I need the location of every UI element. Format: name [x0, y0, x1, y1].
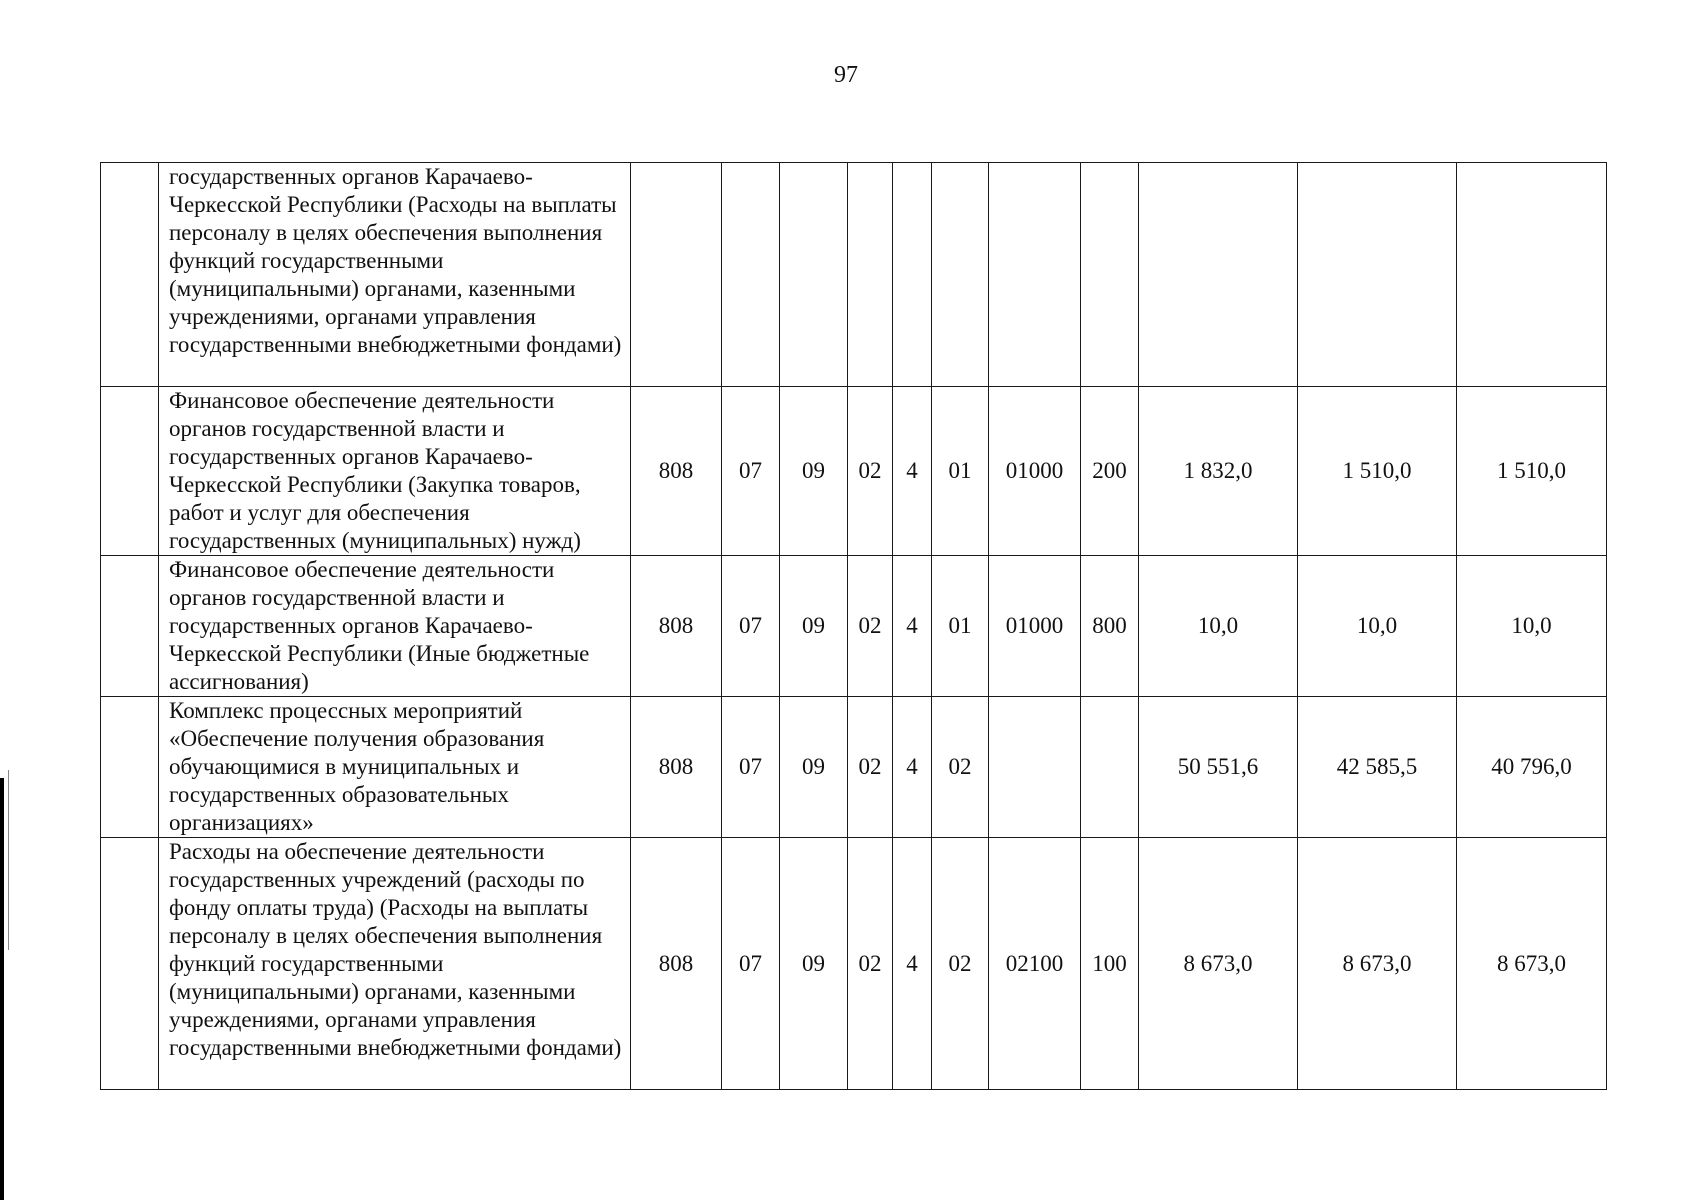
- type-code-cell: 4: [893, 697, 932, 838]
- sum-1-cell: 50 551,6: [1139, 697, 1298, 838]
- program-code-cell: [848, 163, 893, 387]
- sum-1-cell: 1 832,0: [1139, 387, 1298, 556]
- type-code-cell: 4: [893, 387, 932, 556]
- expense-type-code-cell: 200: [1081, 387, 1139, 556]
- table-row: [101, 163, 1607, 387]
- sum-1-cell: 10,0: [1139, 556, 1298, 697]
- row-number-cell: [101, 697, 159, 838]
- description-cell: Комплекс процессных мероприятий «Обеспечение получения образования обучающимися в муниципальных и государственных образовательных организациях»: [159, 697, 631, 838]
- expense-type-code-cell: 100: [1081, 838, 1139, 1090]
- expense-type-code-cell: 800: [1081, 556, 1139, 697]
- sum-3-cell: 1 510,0: [1457, 387, 1607, 556]
- table-row: [101, 556, 1607, 697]
- program-code-cell: 02: [848, 838, 893, 1090]
- program-code-cell: 02: [848, 556, 893, 697]
- ministry-code-cell: 808: [631, 387, 722, 556]
- page-number: 97: [834, 62, 858, 88]
- subprogram-code-cell: [932, 163, 989, 387]
- description-cell: Финансовое обеспечение деятельности органов государственной власти и государственных органов Карачаево-Черкесской Республики (Закупка товаров, работ и услуг для обеспечения государственных (муниципальных) нужд): [159, 387, 631, 556]
- ministry-code-cell: 808: [631, 697, 722, 838]
- table-row: [101, 838, 1607, 1090]
- subsection-code-cell: 09: [780, 697, 848, 838]
- section-code-cell: 07: [722, 387, 780, 556]
- subsection-code-cell: [780, 163, 848, 387]
- row-number-cell: [101, 163, 159, 387]
- description-cell: государственных органов Карачаево-Черкесской Республики (Расходы на выплаты персоналу в целях обеспечения выполнения функций государственными (муниципальными) органами, казенными учреждениями, органами управления государственными внебюджетными фондами): [159, 163, 631, 387]
- sum-2-cell: [1298, 163, 1457, 387]
- program-code-cell: 02: [848, 697, 893, 838]
- direction-code-cell: [989, 697, 1081, 838]
- sum-2-cell: 1 510,0: [1298, 387, 1457, 556]
- expense-type-code-cell: [1081, 163, 1139, 387]
- description-cell: Расходы на обеспечение деятельности государственных учреждений (расходы по фонду оплаты труда) (Расходы на выплаты персоналу в целях обеспечения выполнения функций государственными (муниципальными) органами, казенными учреждениями, органами управления государственными внебюджетными фондами): [159, 838, 631, 1090]
- scan-edge-mark: [0, 778, 4, 1200]
- description-cell: Финансовое обеспечение деятельности органов государственной власти и государственных органов Карачаево-Черкесской Республики (Иные бюджетные ассигнования): [159, 556, 631, 697]
- sum-2-cell: 42 585,5: [1298, 697, 1457, 838]
- sum-3-cell: 8 673,0: [1457, 838, 1607, 1090]
- program-code-cell: 02: [848, 387, 893, 556]
- row-number-cell: [101, 556, 159, 697]
- expense-type-code-cell: [1081, 697, 1139, 838]
- ministry-code-cell: [631, 163, 722, 387]
- sum-3-cell: [1457, 163, 1607, 387]
- sum-2-cell: 8 673,0: [1298, 838, 1457, 1090]
- subsection-code-cell: 09: [780, 387, 848, 556]
- subprogram-code-cell: 02: [932, 697, 989, 838]
- subprogram-code-cell: 01: [932, 387, 989, 556]
- type-code-cell: [893, 163, 932, 387]
- subsection-code-cell: 09: [780, 556, 848, 697]
- subprogram-code-cell: 01: [932, 556, 989, 697]
- direction-code-cell: 01000: [989, 387, 1081, 556]
- section-code-cell: 07: [722, 556, 780, 697]
- ministry-code-cell: 808: [631, 556, 722, 697]
- subsection-code-cell: 09: [780, 838, 848, 1090]
- direction-code-cell: [989, 163, 1081, 387]
- section-code-cell: 07: [722, 838, 780, 1090]
- section-code-cell: [722, 163, 780, 387]
- table-row: [101, 387, 1607, 556]
- budget-table: [100, 162, 1607, 1090]
- sum-1-cell: 8 673,0: [1139, 838, 1298, 1090]
- type-code-cell: 4: [893, 556, 932, 697]
- subprogram-code-cell: 02: [932, 838, 989, 1090]
- table-row: [101, 697, 1607, 838]
- sum-2-cell: 10,0: [1298, 556, 1457, 697]
- ministry-code-cell: 808: [631, 838, 722, 1090]
- sum-3-cell: 10,0: [1457, 556, 1607, 697]
- row-number-cell: [101, 387, 159, 556]
- direction-code-cell: 02100: [989, 838, 1081, 1090]
- direction-code-cell: 01000: [989, 556, 1081, 697]
- sum-1-cell: [1139, 163, 1298, 387]
- scan-edge-line: [8, 770, 9, 950]
- row-number-cell: [101, 838, 159, 1090]
- type-code-cell: 4: [893, 838, 932, 1090]
- sum-3-cell: 40 796,0: [1457, 697, 1607, 838]
- section-code-cell: 07: [722, 697, 780, 838]
